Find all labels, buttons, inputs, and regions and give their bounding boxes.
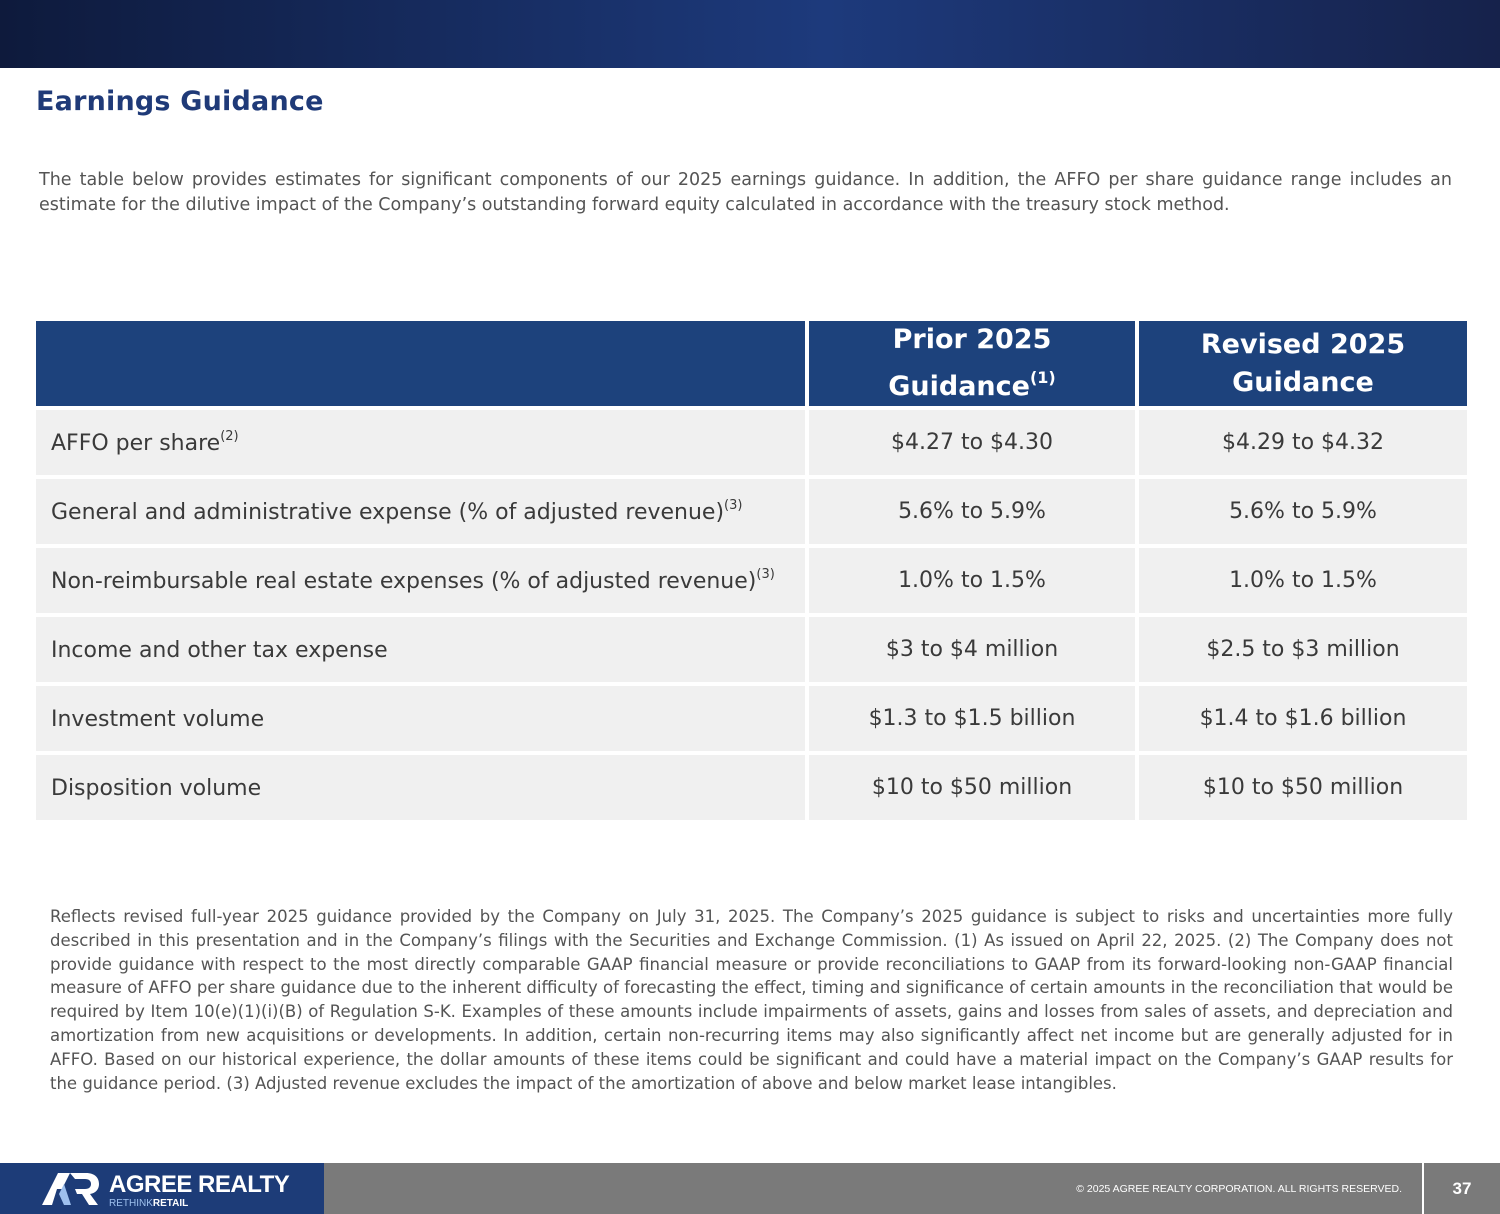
metric-note: (3) — [724, 498, 743, 513]
header-metric — [36, 321, 809, 410]
prior-value: 5.6% to 5.9% — [809, 479, 1139, 548]
header-prior-line1: Prior 2025 — [892, 324, 1052, 355]
footnote-paragraph: Reflects revised full-year 2025 guidance provided by the Company on July 31, 2025. The Company’s 2025 guidance is subject to risks and uncertainties more fully described in this presentation and in the Company’s filings with the Securities and Exchange Commission. (1) As issued on April 22, 2025. (2) The Company does not provide guidance with respect to the most directly comparable GAAP financial measure or provide reconciliations to GAAP from its forward-looking non-GAAP financial measure of AFFO per share guidance due to the inherent difficulty of forecasting the effect, timing and significance of certain amounts in the reconciliation that would be required by Item 10(e)(1)(i)(B) of Regulation S-K. Examples of these amounts include impairments of assets, gains and losses from sales of assets, and depreciation and amortization from new acquisitions or developments. In addition, certain non-recurring items may also significantly affect net income but are generally adjusted for in AFFO. Based on our historical experience, the dollar amounts of these items could be significant and could have a material impact on the Company’s GAAP results for the guidance period. (3) Adjusted revenue excludes the impact of the amortization of above and below market lease intangibles. — [50, 907, 1453, 1093]
copyright-text: © 2025 AGREE REALTY CORPORATION. ALL RIGHTS RESERVED. — [1076, 1183, 1402, 1195]
header-prior-guidance — [809, 321, 1139, 410]
metric-label: Disposition volume — [51, 776, 262, 801]
table-row — [36, 755, 1467, 824]
metric-label: Income and other tax expense — [51, 638, 388, 663]
table-row — [36, 410, 1467, 479]
metric-note: (3) — [756, 567, 775, 582]
header-prior-note: (1) — [1029, 368, 1056, 387]
metric-label: AFFO per share — [51, 431, 221, 456]
metric-cell — [36, 479, 809, 548]
page-title: Earnings Guidance — [36, 86, 324, 117]
metric-cell — [36, 686, 809, 755]
prior-value: $4.27 to $4.30 — [809, 410, 1139, 479]
intro-paragraph: The table below provides estimates for significant components of our 2025 earnings guidance. In addition, the AFFO per share guidance range includes an estimate for the dilutive impact of the Company’s outstanding forward equity calculated in accordance with the treasury stock method. — [39, 170, 1452, 215]
metric-cell — [36, 755, 809, 824]
metric-label: General and administrative expense (% of adjusted revenue) — [51, 500, 725, 525]
agree-logo-icon — [40, 1172, 102, 1206]
header-revised-line1: Revised 2025 — [1200, 328, 1406, 360]
footer-bar — [0, 1163, 1500, 1214]
header-prior-line2: Guidance — [888, 371, 1030, 402]
table-row — [36, 548, 1467, 617]
header-revised-guidance — [1139, 321, 1467, 410]
revised-value: $2.5 to $3 million — [1139, 617, 1467, 686]
guidance-table — [36, 321, 1467, 824]
revised-value: $10 to $50 million — [1139, 755, 1467, 824]
prior-value: $10 to $50 million — [809, 755, 1139, 824]
logo-wordmark: AGREE REALTY — [109, 1171, 290, 1198]
prior-value: $3 to $4 million — [809, 617, 1139, 686]
metric-note: (2) — [220, 429, 239, 444]
table-row — [36, 686, 1467, 755]
top-banner — [0, 0, 1500, 68]
metric-label: Investment volume — [51, 707, 265, 732]
logo-tagline-retail: RETAIL — [152, 1198, 189, 1209]
table-header-row — [36, 321, 1467, 410]
table-row — [36, 617, 1467, 686]
metric-cell — [36, 617, 809, 686]
revised-value: $1.4 to $1.6 billion — [1139, 686, 1467, 755]
page-number: 37 — [1452, 1179, 1472, 1198]
metric-label: Non-reimbursable real estate expenses (% of adjusted revenue) — [51, 569, 757, 594]
header-revised-line2: Guidance — [1232, 366, 1374, 398]
revised-value: $4.29 to $4.32 — [1139, 410, 1467, 479]
table-row — [36, 479, 1467, 548]
revised-value: 5.6% to 5.9% — [1139, 479, 1467, 548]
logo-tagline-rethink: RETHINK — [109, 1198, 153, 1209]
company-logo — [0, 1163, 324, 1214]
logo-tagline — [109, 1198, 188, 1210]
metric-cell — [36, 410, 809, 479]
metric-cell — [36, 548, 809, 617]
prior-value: $1.3 to $1.5 billion — [809, 686, 1139, 755]
prior-value: 1.0% to 1.5% — [809, 548, 1139, 617]
revised-value: 1.0% to 1.5% — [1139, 548, 1467, 617]
